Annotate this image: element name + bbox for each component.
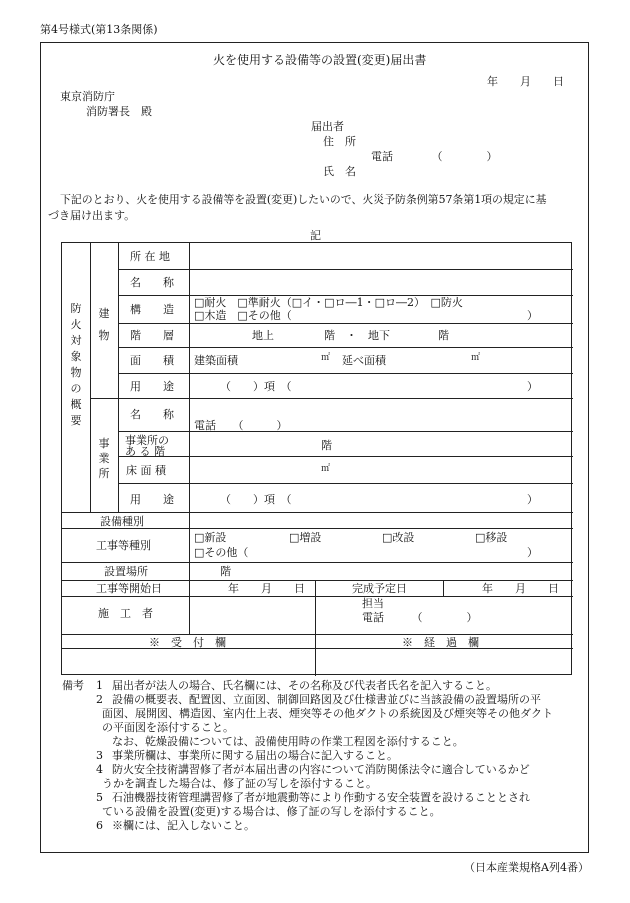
start-date-value[interactable]: 年 月 日 (228, 582, 305, 595)
floors-end: 階 (438, 329, 449, 342)
note-5-line-1: 石油機器技術管理講習修了者が地震動等により作動する安全装置を設けることとされ (112, 791, 530, 804)
applicant-label: 届出者 (311, 120, 344, 133)
note-3-number: 3 (96, 749, 103, 762)
intro-text-line1: 下記のとおり、火を使用する設備等を設置(変更)したいので、火災予防条例第57条第1項の規定に基 (60, 193, 547, 206)
floors-above: 地上 (252, 329, 274, 342)
area-unit-2: ㎡ (471, 353, 481, 363)
recipient-office: 東京消防庁 (60, 90, 115, 103)
structure-close: ） (527, 309, 538, 322)
business-floor-value[interactable]: 階 (321, 439, 332, 452)
contractor-phone[interactable]: 電話 （ ） (362, 611, 478, 624)
note-2-line-3: の平面図を添付すること。 (102, 721, 234, 734)
planned-date-value[interactable]: 年 月 日 (482, 582, 559, 595)
note-6-line-1: ※欄には、記入しないこと。 (112, 819, 255, 832)
notes-title: 備考 (62, 679, 84, 692)
building-area-label: 面 積 (130, 354, 174, 367)
note-2-line-2: 面図、展開図、構造図、室内仕上表、煙突等その他ダクトの系統図及び煙突等その他ダクト (102, 707, 553, 720)
recipient-chief: 消防署長 殿 (86, 105, 152, 118)
note-1-line-1: 届出者が法人の場合、氏名欄には、その名称及び代表者氏名を記入すること。 (112, 679, 497, 692)
area-building: 建築面積 (194, 354, 238, 367)
note-4-line-2: うかを調査した場合は、修了証の写しを添付すること。 (102, 777, 377, 790)
business-label: 事 業 所 (98, 437, 110, 480)
business-use-close: ） (527, 493, 538, 506)
intro-text-line2: づき届け出ます。 (48, 209, 136, 222)
form-title: 火を使用する設備等の設置(変更)届出書 (213, 53, 427, 67)
note-4-line-1: 防火安全技術講習修了者が本届出書の内容について消防関係法令に適合しているかど (112, 763, 530, 776)
building-use-close: ） (527, 380, 538, 393)
building-name-label: 名 称 (130, 276, 174, 289)
note-3-line-1: 事業所欄は、事業所に関する届出の場合に記入すること。 (112, 749, 398, 762)
floors-below: 階 ・ 地下 (324, 329, 390, 342)
work-type-other[interactable]: □その他（ (194, 546, 249, 559)
building-use-value[interactable]: （ ）項 （ (220, 380, 292, 393)
date-field[interactable]: 年 月 日 (487, 75, 564, 88)
work-type-label: 工事等種別 (96, 539, 151, 552)
business-floor-area-unit: ㎡ (321, 464, 331, 474)
note-6-number: 6 (96, 819, 103, 832)
applicant-name[interactable]: 氏 名 (323, 165, 356, 178)
progress-column-label: ※ 経 過 欄 (402, 636, 479, 649)
note-5-number: 5 (96, 791, 103, 804)
contractor-label: 施 工 者 (98, 607, 153, 620)
start-date-label: 工事等開始日 (96, 582, 162, 595)
note-5-line-2: ている設備を設置(変更)する場合は、修了証の写しを添付すること。 (102, 805, 441, 818)
work-type-close: ） (527, 546, 538, 559)
work-type-modify[interactable]: □改設 (382, 531, 415, 544)
note-2-line-1: 設備の概要表、配置図、立面図、制御回路図及び仕様書並びに当該設備の設置場所の平 (112, 693, 541, 706)
business-phone[interactable]: 電話 （ ） (194, 419, 288, 432)
note-2-line-4: なお、乾燥設備については、設備使用時の作業工程図を添付すること。 (112, 735, 464, 748)
business-floor-label2: あ る 階 (125, 445, 165, 458)
business-use-label: 用 途 (130, 493, 174, 506)
applicant-phone[interactable]: 電話 （ ） (371, 150, 498, 163)
work-type-new[interactable]: □新設 (194, 531, 227, 544)
note-2-number: 2 (96, 693, 103, 706)
applicant-address[interactable]: 住 所 (323, 135, 356, 148)
planned-date-label: 完成予定日 (352, 582, 407, 595)
contractor-person[interactable]: 担当 (362, 597, 384, 610)
note-1-number: 1 (96, 679, 103, 692)
equipment-type-label: 設備種別 (100, 515, 144, 528)
business-floor-label1: 事業所の (125, 434, 169, 447)
business-name-label: 名 称 (130, 408, 174, 421)
main-table (61, 242, 572, 675)
area-total: 延べ面積 (342, 354, 386, 367)
area-unit-1: ㎡ (321, 353, 331, 363)
structure-options-line1[interactable]: □耐火 □準耐火（□イ・□ロ―1・□ロ―2） □防火 (194, 296, 463, 309)
business-floor-area-label: 床 面 積 (126, 464, 166, 477)
work-type-add[interactable]: □増設 (289, 531, 322, 544)
install-place-value[interactable]: 階 (220, 565, 231, 578)
footer-standard: （日本産業規格A列4番） (464, 861, 589, 874)
install-place-label: 設置場所 (104, 565, 148, 578)
building-floors-label: 階 層 (130, 329, 174, 342)
building-label: 建 物 (98, 307, 110, 342)
note-4-number: 4 (96, 763, 103, 776)
structure-options-line2[interactable]: □木造 □その他（ (194, 309, 292, 322)
form-number: 第4号様式(第13条関係) (40, 23, 158, 36)
ki-label: 記 (310, 229, 321, 242)
building-location-label: 所 在 地 (130, 250, 170, 263)
business-use-value[interactable]: （ ）項 （ (220, 493, 292, 506)
building-use-label: 用 途 (130, 380, 174, 393)
fire-target-overview-label: 防 火 対 象 物 の 概 要 (70, 302, 82, 427)
work-type-move[interactable]: □移設 (475, 531, 508, 544)
building-structure-label: 構 造 (130, 303, 174, 316)
reception-column-label: ※ 受 付 欄 (149, 636, 226, 649)
